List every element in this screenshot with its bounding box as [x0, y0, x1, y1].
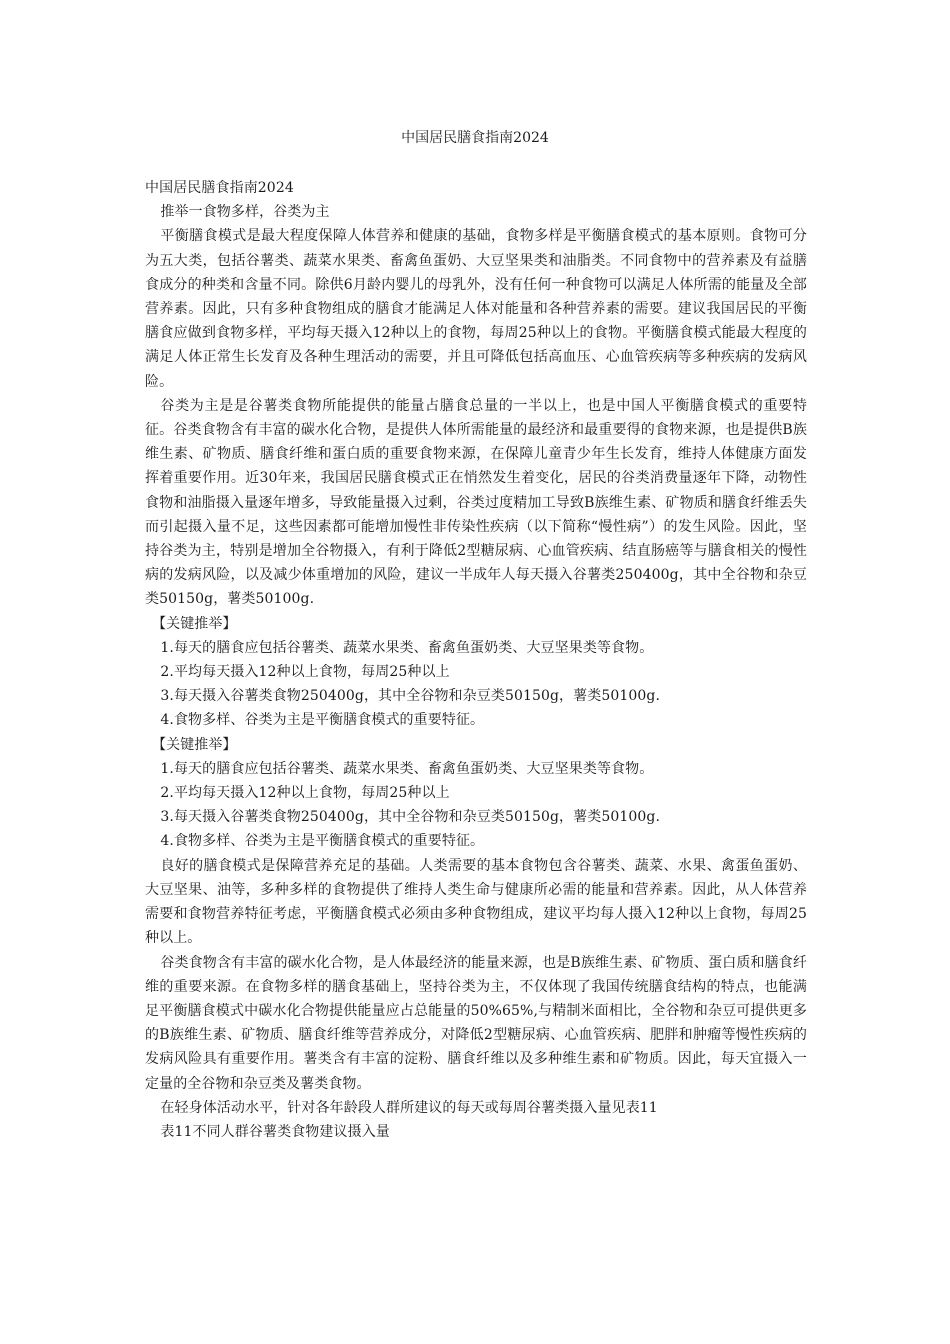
key-recommendation-item: 4.食物多样、谷类为主是平衡膳食模式的重要特征。 — [160, 833, 485, 850]
page-header-title: 中国居民膳食指南2024 — [401, 130, 549, 146]
key-recommendation-item: 2.平均每天摄入12种以上食物，每周25种以上 — [160, 785, 450, 802]
key-recommendation-item: 2.平均每天摄入12种以上食物，每周25种以上 — [160, 664, 450, 681]
paragraph-1: 平衡膳食模式是最大程度保障人体营养和健康的基础，食物多样是平衡膳食模式的基本原则。食物可分为五大类，包括谷薯类、蔬菜水果类、畜禽鱼蛋奶、大豆坚果类和油脂类。不同食物中的营养素及有益膳食成分的种类和含量不同。除供6月龄内婴儿的母乳外，没有任何一种食物可以满足人体所需的能量及全部营养素。因此，只有多种食物组成的膳食才能满足人体对能量和各种营养素的需要。建议我国居民的平衡膳食应做到食物多样，平均每天摄入12种以上的食物，每周25种以上的食物。平衡膳食模式能最大程度的满足人体正常生长发育及各种生理活动的需要，并且可降低包括高血压、心血管疾病等多种疾病的发病风险。 — [145, 228, 807, 390]
document-body — [145, 176, 807, 1144]
paragraph-3: 良好的膳食模式是保障营养充足的基础。人类需要的基本食物包含谷薯类、蔬菜、水果、禽蛋鱼蛋奶、大豆坚果、油等，多种多样的食物提供了维持人类生命与健康所必需的能量和营养素。因此，从人体营养需要和食物营养特征考虑，平衡膳食模式必须由多种食物组成，建议平均每人摄入12种以上食物，每周25种以上。 — [145, 857, 807, 947]
paragraph-2: 谷类为主是是谷薯类食物所能提供的能量占膳食总量的一半以上，也是中国人平衡膳食模式的重要特征。谷类食物含有丰富的碳水化合物，是提供人体所需能量的最经济和最重要得的食物来源，也是提供B族维生素、矿物质、膳食纤维和蛋白质的重要食物来源，在保障儿童青少年生长发育，维持人体健康方面发挥着重要作用。近30年来，我国居民膳食模式正在悄然发生着变化，居民的谷类消费量逐年下降，动物性食物和油脂摄入量逐年增多，导致能量摄入过剩，谷类过度精加工导致B族维生素、矿物质和膳食纤维丢失而引起摄入量不足，这些因素都可能增加慢性非传染性疾病（以下简称“慢性病”）的发生风险。因此，坚持谷类为主，特别是增加全谷物摄入，有利于降低2型糖尿病、心血管疾病、结直肠癌等与膳食相关的慢性病的发病风险，以及减少体重增加的风险，建议一半成年人每天摄入谷薯类250400g，其中全谷物和杂豆类50150g，薯类50100g. — [145, 397, 807, 608]
key-recommendation-item: 1.每天的膳食应包括谷薯类、蔬菜水果类、畜禽鱼蛋奶类、大豆坚果类等食物。 — [160, 760, 654, 777]
key-recommendation-item: 4.食物多样、谷类为主是平衡膳食模式的重要特征。 — [160, 712, 485, 729]
table-caption: 表11不同人群谷薯类食物建议摄入量 — [160, 1123, 390, 1140]
key-recommendations-heading: 【关键推举】 — [152, 736, 237, 753]
paragraph-5: 在轻身体活动水平，针对各年龄段人群所建议的每天或每周谷薯类摄入量见表11 — [160, 1099, 658, 1116]
key-recommendation-item: 1.每天的膳食应包括谷薯类、蔬菜水果类、畜禽鱼蛋奶类、大豆坚果类等食物。 — [160, 639, 654, 656]
document-title: 中国居民膳食指南2024 — [145, 180, 294, 196]
section-title: 推举一食物多样，谷类为主 — [160, 204, 330, 221]
key-recommendations-heading: 【关键推举】 — [152, 615, 237, 632]
key-recommendation-item: 3.每天摄入谷薯类食物250400g，其中全谷物和杂豆类50150g，薯类50100g. — [160, 809, 660, 826]
key-recommendation-item: 3.每天摄入谷薯类食物250400g，其中全谷物和杂豆类50150g，薯类50100g. — [160, 688, 660, 705]
paragraph-4: 谷类食物含有丰富的碳水化合物，是人体最经济的能量来源，也是B族维生素、矿物质、蛋白质和膳食纤维的重要来源。在食物多样的膳食基础上，坚持谷类为主，不仅体现了我国传统膳食结构的特点，也能满足平衡膳食模式中碳水化合物提供能量应占总能量的50%65%,与精制米面相比，全谷物和杂豆可提供更多的B族维生素、矿物质、膳食纤维等营养成分，对降低2型糖尿病、心血管疾病、肥胖和肿瘤等慢性疾病的发病风险具有重要作用。薯类含有丰富的淀粉、膳食纤维以及多种维生素和矿物质。因此，每天宜摄入一定量的全谷物和杂豆类及薯类食物。 — [145, 954, 807, 1092]
